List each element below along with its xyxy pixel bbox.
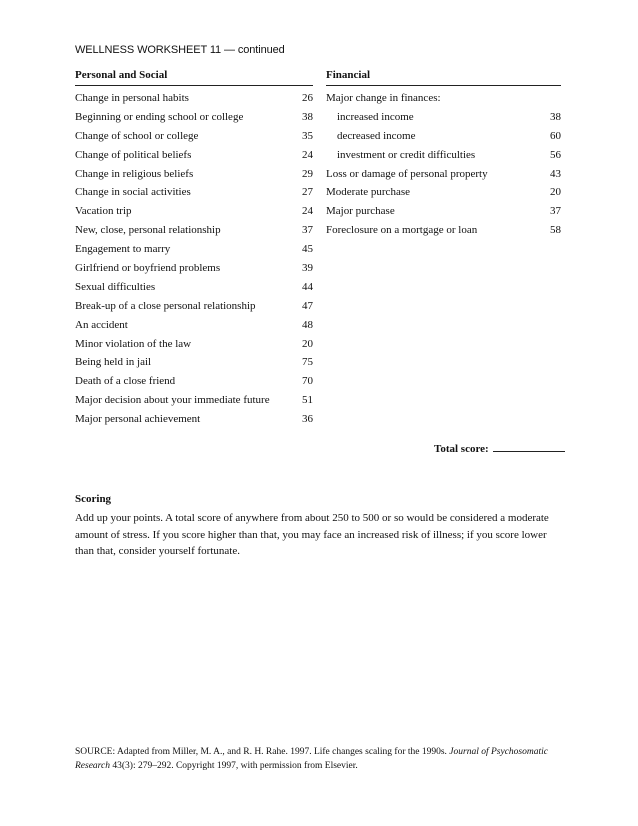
item-value: 70 [302, 375, 313, 388]
source-suffix: 43(3): 279–292. Copyright 1997, with permission from Elsevier. [110, 761, 358, 771]
item-value: 26 [302, 92, 313, 104]
personal-social-title: Personal and Social [75, 68, 313, 86]
item-label: Engagement to marry [75, 243, 171, 256]
item-value: 47 [302, 299, 313, 312]
total-score [434, 440, 565, 455]
table-row [75, 221, 313, 240]
table-row [326, 165, 561, 184]
table-row [75, 240, 313, 259]
table-row [75, 146, 313, 165]
table-row [326, 146, 561, 165]
financial-column [326, 68, 561, 240]
table-row [326, 183, 561, 202]
table-row [75, 335, 313, 354]
item-value: 37 [550, 205, 561, 218]
item-value: 35 [302, 129, 313, 142]
item-value: 20 [550, 186, 561, 199]
table-row [326, 127, 561, 146]
item-label: decreased income [337, 129, 416, 142]
personal-social-column [75, 68, 313, 429]
table-row [75, 183, 313, 202]
table-row [326, 202, 561, 221]
table-row [75, 410, 313, 429]
item-label: Foreclosure on a mortgage or loan [326, 224, 478, 237]
item-label: Change of political beliefs [75, 148, 192, 161]
item-label: New, close, personal relationship [75, 224, 221, 237]
table-row [75, 278, 313, 297]
item-value: 43 [550, 167, 561, 180]
item-value: 44 [302, 280, 313, 293]
item-value: 36 [302, 413, 313, 426]
item-label: Minor violation of the law [75, 337, 192, 350]
item-value: 56 [550, 148, 561, 161]
item-value: 38 [302, 110, 313, 123]
item-label: investment or credit difficulties [337, 148, 476, 161]
item-label: Sexual difficulties [75, 280, 156, 293]
table-row [75, 372, 313, 391]
item-value: 29 [302, 167, 313, 180]
item-value: 51 [302, 394, 313, 407]
item-label: Major decision about your immediate future [75, 394, 270, 407]
item-value: 39 [302, 262, 313, 275]
item-label: Change in personal habits [75, 92, 189, 104]
item-value: 20 [302, 337, 313, 350]
item-value: 24 [302, 148, 313, 161]
source-journal: Journal of Psychosomatic Research [75, 747, 548, 771]
page-header: WELLNESS WORKSHEET 11 — continued [75, 44, 285, 56]
financial-title: Financial [326, 68, 561, 86]
item-label: Major change in finances: [326, 92, 441, 104]
table-row [75, 259, 313, 278]
item-label: Moderate purchase [326, 186, 410, 199]
table-row [75, 316, 313, 335]
item-label: Being held in jail [75, 356, 152, 369]
table-row [75, 108, 313, 127]
table-row [75, 391, 313, 410]
scoring-section [75, 492, 565, 560]
item-label: Vacation trip [75, 205, 132, 218]
table-row [326, 89, 561, 108]
item-label: Change of school or college [75, 129, 199, 142]
total-score-label: Total score: [434, 443, 489, 455]
item-value: 37 [302, 224, 313, 237]
table-row [75, 202, 313, 221]
item-value: 45 [302, 243, 313, 256]
item-label: increased income [337, 110, 414, 123]
scoring-title: Scoring [75, 493, 112, 505]
item-value: 75 [302, 356, 313, 369]
item-label: Major personal achievement [75, 413, 201, 426]
item-label: An accident [75, 318, 128, 331]
item-label: Death of a close friend [75, 375, 176, 388]
item-label: Loss or damage of personal property [326, 167, 488, 180]
source-citation [75, 745, 565, 773]
item-label: Girlfriend or boyfriend problems [75, 262, 221, 275]
table-row [326, 221, 561, 240]
item-value: 38 [550, 110, 561, 123]
item-label: Change in religious beliefs [75, 167, 194, 180]
item-label: Major purchase [326, 205, 395, 218]
item-label: Break-up of a close personal relationship [75, 299, 256, 312]
table-row [75, 89, 313, 108]
item-value: 24 [302, 205, 313, 218]
total-score-blank[interactable] [493, 440, 565, 452]
source-prefix: SOURCE: Adapted from Miller, M. A., and R. H. Rahe. 1997. Life changes scaling for the 1990s. [75, 747, 450, 757]
table-row [75, 297, 313, 316]
item-value: 58 [550, 224, 561, 237]
item-label: Beginning or ending school or college [75, 110, 244, 123]
table-row [75, 353, 313, 372]
table-row [75, 127, 313, 146]
item-value: 60 [550, 129, 561, 142]
item-value: 48 [302, 318, 313, 331]
scoring-text: Add up your points. A total score of anywhere from about 250 to 500 or so would be considered a moderate amount of stress. If you score higher than that, you may face an increased risk of illness; if you score lower than that, consider yourself fortunate. [75, 512, 549, 557]
table-row [75, 165, 313, 184]
table-row [326, 108, 561, 127]
item-label: Change in social activities [75, 186, 191, 199]
item-value: 27 [302, 186, 313, 199]
